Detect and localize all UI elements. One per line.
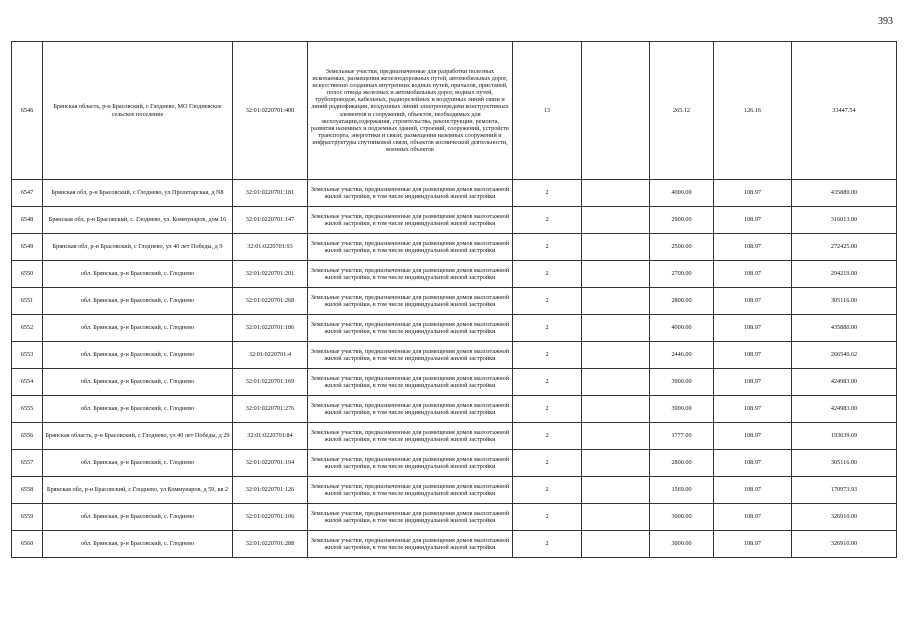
table-row <box>12 288 897 315</box>
group-number-cell: 2 <box>513 180 582 207</box>
area-cell: 2700.00 <box>650 261 714 288</box>
empty-cell <box>582 288 650 315</box>
land-use-cell: Земельные участки, предназначенные для размещения домов малоэтажной жилой застройки, в том числе индивидуальной жилой застройки <box>308 450 513 477</box>
cadastral-value-cell: 316013.00 <box>792 207 897 234</box>
row-number-cell: 6547 <box>12 180 43 207</box>
area-cell: 2500.00 <box>650 234 714 261</box>
land-use-cell: Земельные участки, предназначенные для размещения домов малоэтажной жилой застройки, в том числе индивидуальной жилой застройки <box>308 234 513 261</box>
land-use-cell: Земельные участки, предназначенные для размещения домов малоэтажной жилой застройки, в том числе индивидуальной жилой застройки <box>308 315 513 342</box>
specific-value-cell: 108.97 <box>714 207 792 234</box>
table-row <box>12 207 897 234</box>
row-number-cell: 6548 <box>12 207 43 234</box>
table-row <box>12 180 897 207</box>
area-cell: 4000.00 <box>650 315 714 342</box>
cadastral-value-cell: 424983.00 <box>792 396 897 423</box>
row-number-cell: 6558 <box>12 477 43 504</box>
address-cell: обл. Брянская, р-н Брасовский, с. Глоднево <box>43 342 233 369</box>
cadastral-number-cell: 32:01:0220701:93 <box>233 234 308 261</box>
group-number-cell: 2 <box>513 423 582 450</box>
table-row <box>12 261 897 288</box>
area-cell: 3000.00 <box>650 504 714 531</box>
address-cell: обл. Брянская, р-н Брасовский, с. Глоднево <box>43 288 233 315</box>
row-number-cell: 6554 <box>12 369 43 396</box>
row-number-cell: 6560 <box>12 531 43 558</box>
cadastral-value-cell: 326910.00 <box>792 504 897 531</box>
row-number-cell: 6559 <box>12 504 43 531</box>
address-cell: обл. Брянская, р-н Брасовский, с. Глоднево <box>43 531 233 558</box>
group-number-cell: 2 <box>513 234 582 261</box>
group-number-cell: 2 <box>513 504 582 531</box>
empty-cell <box>582 531 650 558</box>
empty-cell <box>582 450 650 477</box>
cadastral-number-cell: 32:01:0220701:126 <box>233 477 308 504</box>
land-use-cell: Земельные участки, предназначенные для размещения домов малоэтажной жилой застройки, в том числе индивидуальной жилой застройки <box>308 342 513 369</box>
address-cell: обл. Брянская, р-н Брасовский, с. Глоднево <box>43 450 233 477</box>
cadastral-value-table <box>11 41 897 558</box>
row-number-cell: 6551 <box>12 288 43 315</box>
land-use-cell: Земельные участки, предназначенные для размещения домов малоэтажной жилой застройки, в том числе индивидуальной жилой застройки <box>308 531 513 558</box>
area-cell: 2800.00 <box>650 288 714 315</box>
cadastral-value-cell: 435880.00 <box>792 180 897 207</box>
specific-value-cell: 108.97 <box>714 477 792 504</box>
table-row <box>12 531 897 558</box>
area-cell: 2446.00 <box>650 342 714 369</box>
land-use-cell: Земельные участки, предназначенные для размещения домов малоэтажной жилой застройки, в том числе индивидуальной жилой застройки <box>308 180 513 207</box>
specific-value-cell: 108.97 <box>714 531 792 558</box>
group-number-cell: 2 <box>513 369 582 396</box>
cadastral-value-cell: 193639.69 <box>792 423 897 450</box>
address-cell: обл. Брянская, р-н Брасовский, с. Глоднево <box>43 369 233 396</box>
empty-cell <box>582 234 650 261</box>
specific-value-cell: 108.97 <box>714 369 792 396</box>
empty-cell <box>582 261 650 288</box>
address-cell: обл. Брянская, р-н Брасовский, с. Глоднево <box>43 261 233 288</box>
land-use-cell: Земельные участки, предназначенные для размещения домов малоэтажной жилой застройки, в том числе индивидуальной жилой застройки <box>308 288 513 315</box>
area-cell: 1569.00 <box>650 477 714 504</box>
cadastral-number-cell: 32:01:0220701:268 <box>233 288 308 315</box>
cadastral-number-cell: 32:01:0220701:106 <box>233 504 308 531</box>
group-number-cell: 2 <box>513 396 582 423</box>
table-row <box>12 504 897 531</box>
address-cell: Брянская обл, р-н Брасовский, с Глоднево, ул 40 лет Победы, д 9 <box>43 234 233 261</box>
specific-value-cell: 108.97 <box>714 288 792 315</box>
land-use-cell: Земельные участки, предназначенные для размещения домов малоэтажной жилой застройки, в том числе индивидуальной жилой застройки <box>308 504 513 531</box>
cadastral-number-cell: 32:01:0220701:147 <box>233 207 308 234</box>
cadastral-value-cell: 435880.00 <box>792 315 897 342</box>
cadastral-value-cell: 326910.00 <box>792 531 897 558</box>
group-number-cell: 2 <box>513 531 582 558</box>
address-cell: Брянская область, р-н Брасовский, с Глоднево, ул 40 лет Победы, д 29 <box>43 423 233 450</box>
specific-value-cell: 126.16 <box>714 42 792 180</box>
cadastral-value-cell: 266540.62 <box>792 342 897 369</box>
table-row <box>12 423 897 450</box>
area-cell: 3900.00 <box>650 396 714 423</box>
row-number-cell: 6552 <box>12 315 43 342</box>
specific-value-cell: 108.97 <box>714 315 792 342</box>
land-use-cell: Земельные участки, предназначенные для размещения домов малоэтажной жилой застройки, в том числе индивидуальной жилой застройки <box>308 369 513 396</box>
empty-cell <box>582 315 650 342</box>
cadastral-number-cell: 32:01:0220701:288 <box>233 531 308 558</box>
group-number-cell: 2 <box>513 261 582 288</box>
area-cell: 3900.00 <box>650 369 714 396</box>
cadastral-value-cell: 272425.00 <box>792 234 897 261</box>
table-row <box>12 369 897 396</box>
specific-value-cell: 108.97 <box>714 450 792 477</box>
group-number-cell: 2 <box>513 342 582 369</box>
row-number-cell: 6550 <box>12 261 43 288</box>
group-number-cell: 2 <box>513 288 582 315</box>
cadastral-number-cell: 32:01:0220701:201 <box>233 261 308 288</box>
land-use-cell: Земельные участки, предназначенные для размещения домов малоэтажной жилой застройки, в том числе индивидуальной жилой застройки <box>308 477 513 504</box>
cadastral-number-cell: 32:01:0220701:169 <box>233 369 308 396</box>
area-cell: 3000.00 <box>650 531 714 558</box>
cadastral-number-cell: 32:01:0220701:400 <box>233 42 308 180</box>
cadastral-value-cell: 305116.00 <box>792 288 897 315</box>
address-cell: обл. Брянская, р-н Брасовский, с. Глоднево <box>43 396 233 423</box>
cadastral-value-cell: 424983.00 <box>792 369 897 396</box>
group-number-cell: 2 <box>513 207 582 234</box>
address-cell: Брянская обл, р-н Брасовский, с. Глоднево, ул. Коммунаров, дом 16 <box>43 207 233 234</box>
row-number-cell: 6546 <box>12 42 43 180</box>
area-cell: 265.12 <box>650 42 714 180</box>
table-row <box>12 477 897 504</box>
row-number-cell: 6555 <box>12 396 43 423</box>
address-cell: обл. Брянская, р-н Брасовский, с. Глоднево <box>43 504 233 531</box>
area-cell: 2900.00 <box>650 207 714 234</box>
row-number-cell: 6556 <box>12 423 43 450</box>
land-use-cell: Земельные участки, предназначенные для размещения домов малоэтажной жилой застройки, в том числе индивидуальной жилой застройки <box>308 396 513 423</box>
empty-cell <box>582 207 650 234</box>
cadastral-value-cell: 305116.00 <box>792 450 897 477</box>
cadastral-number-cell: 32:01:0220701:194 <box>233 450 308 477</box>
area-cell: 1777.00 <box>650 423 714 450</box>
empty-cell <box>582 180 650 207</box>
empty-cell <box>582 477 650 504</box>
empty-cell <box>582 396 650 423</box>
table-row <box>12 42 897 180</box>
row-number-cell: 6557 <box>12 450 43 477</box>
empty-cell <box>582 504 650 531</box>
land-use-cell: Земельные участки, предназначенные для размещения домов малоэтажной жилой застройки, в том числе индивидуальной жилой застройки <box>308 207 513 234</box>
cadastral-value-cell: 294219.00 <box>792 261 897 288</box>
specific-value-cell: 108.97 <box>714 234 792 261</box>
specific-value-cell: 108.97 <box>714 423 792 450</box>
group-number-cell: 2 <box>513 477 582 504</box>
land-use-cell: Земельные участки, предназначенные для разработки полезных ископаемых, размещения железнодорожных путей, автомобильных дорог, искусственно созданных внутренних водных путей, причалов, пристаней, полос отвода железных и автомобильных дорог, водных путей, трубопроводов, кабельных, радиорелейных и воздушных линий связи и линий радиофикации, воздушных линий электропередачи конструктивных элементов и сооружений, объектов, необходимых для эксплуатации,содержания, строительства, реконструкции, ремонта, развития наземных и подземных зданий, строений, сооружений, устройств транспорта, энергетики и связи; размещения наземных сооружений и инфраструктуры спутниковой связи, объектов космической деятельности, военных объектов <box>308 42 513 180</box>
address-cell: Брянская область, р-н Брасовский, с Глоднево, МО Глодневское сельское поселение <box>43 42 233 180</box>
cadastral-number-cell: 32:01:0220701:276 <box>233 396 308 423</box>
specific-value-cell: 108.97 <box>714 261 792 288</box>
specific-value-cell: 108.97 <box>714 396 792 423</box>
table-row <box>12 450 897 477</box>
cadastral-number-cell: 32:01:0220701:84 <box>233 423 308 450</box>
specific-value-cell: 108.97 <box>714 504 792 531</box>
specific-value-cell: 108.97 <box>714 342 792 369</box>
cadastral-value-cell: 170973.93 <box>792 477 897 504</box>
empty-cell <box>582 423 650 450</box>
table-row <box>12 234 897 261</box>
area-cell: 4000.00 <box>650 180 714 207</box>
area-cell: 2800.00 <box>650 450 714 477</box>
row-number-cell: 6549 <box>12 234 43 261</box>
page-number: 393 <box>878 16 893 27</box>
specific-value-cell: 108.97 <box>714 180 792 207</box>
cadastral-value-cell: 33447.54 <box>792 42 897 180</box>
table-row <box>12 396 897 423</box>
table-row <box>12 342 897 369</box>
address-cell: обл. Брянская, р-н Брасовский, с. Глоднево <box>43 315 233 342</box>
cadastral-number-cell: 32:01:0220701:181 <box>233 180 308 207</box>
table-row <box>12 315 897 342</box>
address-cell: Брянская обл, р-н Брасовский, с Глоднево, ул Пролетарская, д N8 <box>43 180 233 207</box>
land-use-cell: Земельные участки, предназначенные для размещения домов малоэтажной жилой застройки, в том числе индивидуальной жилой застройки <box>308 423 513 450</box>
empty-cell <box>582 369 650 396</box>
cadastral-number-cell: 32:01:0220701:4 <box>233 342 308 369</box>
group-number-cell: 13 <box>513 42 582 180</box>
land-use-cell: Земельные участки, предназначенные для размещения домов малоэтажной жилой застройки, в том числе индивидуальной жилой застройки <box>308 261 513 288</box>
empty-cell <box>582 42 650 180</box>
group-number-cell: 2 <box>513 450 582 477</box>
group-number-cell: 2 <box>513 315 582 342</box>
address-cell: Брянская обл, р-н Брасовский, с Глоднево, ул Коммунаров, д 59, кв 2 <box>43 477 233 504</box>
table-body <box>12 42 897 558</box>
cadastral-number-cell: 32:01:0220701:186 <box>233 315 308 342</box>
empty-cell <box>582 342 650 369</box>
row-number-cell: 6553 <box>12 342 43 369</box>
